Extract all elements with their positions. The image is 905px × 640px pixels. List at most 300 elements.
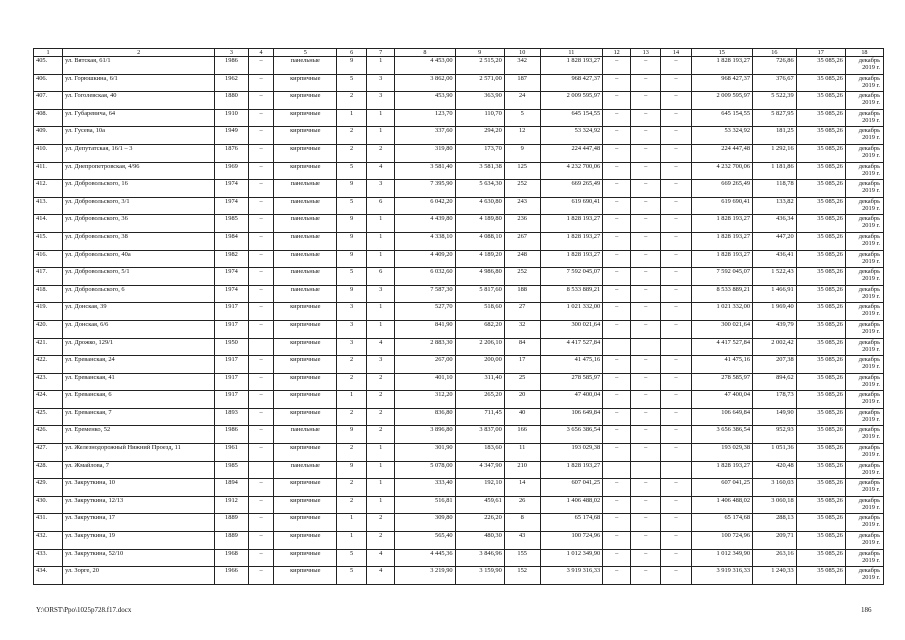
cell-residents: 248 (504, 250, 540, 268)
cell-cost-col-15: 1 828 193,27 (691, 215, 753, 233)
cell-col-13: – (631, 479, 661, 497)
cell-wall-material: кирпичные (274, 320, 337, 338)
cell-living-area: 711,45 (455, 408, 504, 426)
cell-floors: 9 (337, 180, 367, 198)
cell-col-17: 35 085,26 (796, 162, 845, 180)
cell-residents: 8 (504, 514, 540, 532)
cell-floors: 9 (337, 57, 367, 75)
cell-row-number: 412. (34, 180, 63, 198)
cell-total-area: 301,90 (395, 444, 455, 462)
cell-cost-total: 8 533 889,21 (540, 285, 603, 303)
cell-build-year: 1917 (215, 391, 249, 409)
cell-build-year: 1917 (215, 356, 249, 374)
cell-cost-per-sqm: 952,93 (753, 426, 797, 444)
header-cell-12: 12 (603, 49, 631, 57)
cell-col-17: 35 085,26 (796, 92, 845, 110)
header-cell-4: 4 (248, 49, 274, 57)
cell-floors: 9 (337, 250, 367, 268)
cell-total-area: 5 078,00 (395, 461, 455, 479)
cell-col-14: – (661, 92, 691, 110)
cell-living-area: 173,70 (455, 144, 504, 162)
cell-col-13: – (631, 197, 661, 215)
cell-wall-material: кирпичные (274, 514, 337, 532)
header-cell-2: 2 (63, 49, 215, 57)
table-row (34, 320, 884, 338)
cell-floors: 2 (337, 444, 367, 462)
cell-cost-col-15: 968 427,37 (691, 74, 753, 92)
cell-cost-col-15: 607 041,25 (691, 479, 753, 497)
cell-cost-col-15: 645 154,55 (691, 109, 753, 127)
cell-residents: 84 (504, 338, 540, 356)
cell-entrances: 1 (367, 215, 395, 233)
cell-row-number: 411. (34, 162, 63, 180)
cell-col-14: – (661, 268, 691, 286)
cell-entrances: 4 (367, 162, 395, 180)
cell-col-13: – (631, 74, 661, 92)
cell-residents: 24 (504, 92, 540, 110)
cell-build-year: 1969 (215, 162, 249, 180)
table-row (34, 338, 884, 356)
cell-entrances: 2 (367, 426, 395, 444)
cell-col-4: – (248, 109, 274, 127)
cell-living-area: 311,40 (455, 373, 504, 391)
cell-living-area: 480,30 (455, 532, 504, 550)
cell-completion-date: декабрь 2019 г. (845, 461, 883, 479)
cell-completion-date: декабрь 2019 г. (845, 408, 883, 426)
cell-col-14: – (661, 303, 691, 321)
cell-col-12: – (603, 514, 631, 532)
cell-total-area: 6 042,20 (395, 197, 455, 215)
cell-col-17: 35 085,26 (796, 549, 845, 567)
table-row (34, 496, 884, 514)
cell-col-12: – (603, 444, 631, 462)
cell-cost-per-sqm: 1 522,43 (753, 268, 797, 286)
cell-col-17: 35 085,26 (796, 391, 845, 409)
cell-residents: 188 (504, 285, 540, 303)
cell-completion-date: декабрь 2019 г. (845, 356, 883, 374)
cell-col-4: – (248, 92, 274, 110)
cell-wall-material: кирпичные (274, 408, 337, 426)
cell-cost-col-15: 1 406 488,02 (691, 496, 753, 514)
cell-col-14: – (661, 426, 691, 444)
cell-address: ул. Добровольского, 5/1 (63, 268, 215, 286)
cell-total-area: 123,70 (395, 109, 455, 127)
cell-build-year: 1974 (215, 268, 249, 286)
cell-wall-material: панельные (274, 250, 337, 268)
cell-cost-per-sqm: 2 002,42 (753, 338, 797, 356)
cell-address: ул. Еременко, 52 (63, 426, 215, 444)
cell-row-number: 424. (34, 391, 63, 409)
cell-col-13: – (631, 426, 661, 444)
cell-col-14: – (661, 162, 691, 180)
cell-col-12: – (603, 496, 631, 514)
cell-completion-date: декабрь 2019 г. (845, 57, 883, 75)
header-cell-14: 14 (661, 49, 691, 57)
cell-completion-date: декабрь 2019 г. (845, 426, 883, 444)
cell-living-area: 682,20 (455, 320, 504, 338)
cell-entrances: 2 (367, 144, 395, 162)
cell-address: ул. Ереванская, 41 (63, 373, 215, 391)
cell-total-area: 312,20 (395, 391, 455, 409)
cell-row-number: 428. (34, 461, 63, 479)
cell-entrances: 1 (367, 303, 395, 321)
cell-col-17: 35 085,26 (796, 461, 845, 479)
cell-floors: 9 (337, 232, 367, 250)
cell-col-4: – (248, 479, 274, 497)
cell-col-4: – (248, 74, 274, 92)
cell-completion-date: декабрь 2019 г. (845, 338, 883, 356)
cell-col-4: – (248, 144, 274, 162)
cell-col-13: – (631, 57, 661, 75)
cell-cost-col-15: 3 919 316,33 (691, 567, 753, 585)
cell-cost-total: 106 649,84 (540, 408, 603, 426)
cell-col-4: – (248, 496, 274, 514)
cell-total-area: 4 445,36 (395, 549, 455, 567)
cell-wall-material: панельные (274, 57, 337, 75)
cell-col-13: – (631, 496, 661, 514)
cell-col-4: – (248, 232, 274, 250)
cell-cost-total: 4 232 700,06 (540, 162, 603, 180)
cell-address: ул. Добровольского, 38 (63, 232, 215, 250)
cell-completion-date: декабрь 2019 г. (845, 303, 883, 321)
cell-cost-total: 1 828 193,27 (540, 215, 603, 233)
cell-row-number: 421. (34, 338, 63, 356)
cell-entrances: 6 (367, 268, 395, 286)
cell-address: ул. Железнодорожный Нижний Проезд, 11 (63, 444, 215, 462)
cell-floors: 5 (337, 162, 367, 180)
cell-residents: 43 (504, 532, 540, 550)
cell-col-14: – (661, 391, 691, 409)
cell-wall-material: панельные (274, 285, 337, 303)
cell-cost-per-sqm: 288,13 (753, 514, 797, 532)
cell-build-year: 1876 (215, 144, 249, 162)
cell-col-12: – (603, 250, 631, 268)
cell-cost-per-sqm: 1 181,86 (753, 162, 797, 180)
cell-col-4: – (248, 320, 274, 338)
cell-col-12: – (603, 373, 631, 391)
cell-residents: 342 (504, 57, 540, 75)
cell-cost-total: 645 154,55 (540, 109, 603, 127)
cell-build-year: 1974 (215, 285, 249, 303)
cell-col-17: 35 085,26 (796, 250, 845, 268)
cell-cost-total: 3 656 386,54 (540, 426, 603, 444)
cell-address: ул. Закруткина, 10 (63, 479, 215, 497)
page-number: 186 (861, 606, 872, 614)
cell-build-year: 1985 (215, 215, 249, 233)
cell-row-number: 414. (34, 215, 63, 233)
cell-entrances: 3 (367, 74, 395, 92)
cell-wall-material: кирпичные (274, 496, 337, 514)
cell-living-area: 363,90 (455, 92, 504, 110)
header-cell-8: 8 (395, 49, 455, 57)
cell-col-13 (631, 461, 661, 479)
cell-entrances: 4 (367, 549, 395, 567)
cell-entrances: 2 (367, 373, 395, 391)
cell-total-area: 527,70 (395, 303, 455, 321)
cell-col-12: – (603, 285, 631, 303)
cell-col-17: 35 085,26 (796, 479, 845, 497)
cell-living-area: 5 634,30 (455, 180, 504, 198)
cell-build-year: 1966 (215, 567, 249, 585)
cell-build-year: 1982 (215, 250, 249, 268)
cell-address: ул. Закруткина, 12/13 (63, 496, 215, 514)
table-row (34, 215, 884, 233)
cell-entrances: 1 (367, 496, 395, 514)
cell-row-number: 415. (34, 232, 63, 250)
cell-wall-material: кирпичные (274, 391, 337, 409)
cell-address: ул. Депутатская, 16/1 – 3 (63, 144, 215, 162)
cell-col-4: – (248, 549, 274, 567)
cell-col-12: – (603, 215, 631, 233)
cell-cost-col-15: 100 724,96 (691, 532, 753, 550)
cell-wall-material: кирпичные (274, 74, 337, 92)
cell-cost-total: 1 406 488,02 (540, 496, 603, 514)
cell-address: ул. Закруткина, 19 (63, 532, 215, 550)
cell-col-4 (248, 338, 274, 356)
cell-col-13: – (631, 391, 661, 409)
cell-build-year: 1893 (215, 408, 249, 426)
cell-total-area: 4 439,80 (395, 215, 455, 233)
cell-col-4: – (248, 532, 274, 550)
cell-total-area: 7 587,30 (395, 285, 455, 303)
cell-living-area: 4 630,80 (455, 197, 504, 215)
cell-cost-per-sqm: 5 827,95 (753, 109, 797, 127)
cell-cost-col-15: 3 656 386,54 (691, 426, 753, 444)
cell-cost-col-15: 224 447,48 (691, 144, 753, 162)
cell-col-12: – (603, 144, 631, 162)
cell-address: ул. Добровольского, 16 (63, 180, 215, 198)
table-row (34, 92, 884, 110)
cell-col-17: 35 085,26 (796, 532, 845, 550)
cell-floors: 2 (337, 92, 367, 110)
cell-completion-date: декабрь 2019 г. (845, 567, 883, 585)
cell-living-area: 4 347,90 (455, 461, 504, 479)
cell-wall-material: кирпичные (274, 356, 337, 374)
cell-cost-col-15: 1 828 193,27 (691, 461, 753, 479)
cell-total-area: 4 409,20 (395, 250, 455, 268)
cell-entrances: 2 (367, 391, 395, 409)
cell-entrances: 1 (367, 320, 395, 338)
cell-entrances: 1 (367, 232, 395, 250)
cell-col-12: – (603, 162, 631, 180)
cell-col-17: 35 085,26 (796, 268, 845, 286)
cell-cost-per-sqm: 1 292,16 (753, 144, 797, 162)
cell-col-13: – (631, 162, 661, 180)
cell-address: ул. Гусева, 10а (63, 127, 215, 145)
cell-col-17: 35 085,26 (796, 444, 845, 462)
cell-total-area: 3 581,40 (395, 162, 455, 180)
cell-col-13: – (631, 250, 661, 268)
cell-col-12: – (603, 426, 631, 444)
cell-row-number: 409. (34, 127, 63, 145)
cell-cost-total: 607 041,25 (540, 479, 603, 497)
cell-total-area: 309,80 (395, 514, 455, 532)
table-row (34, 74, 884, 92)
cell-entrances: 4 (367, 338, 395, 356)
cell-build-year: 1985 (215, 461, 249, 479)
cell-col-13: – (631, 144, 661, 162)
cell-cost-col-15: 53 324,92 (691, 127, 753, 145)
cell-build-year: 1984 (215, 232, 249, 250)
cell-col-14: – (661, 109, 691, 127)
cell-col-17: 35 085,26 (796, 197, 845, 215)
cell-cost-total: 1 012 349,90 (540, 549, 603, 567)
cell-col-17: 35 085,26 (796, 127, 845, 145)
cell-col-12: – (603, 479, 631, 497)
cell-entrances: 1 (367, 461, 395, 479)
cell-row-number: 419. (34, 303, 63, 321)
cell-cost-total: 224 447,48 (540, 144, 603, 162)
cell-residents: 155 (504, 549, 540, 567)
cell-col-14: – (661, 232, 691, 250)
cell-build-year: 1974 (215, 180, 249, 198)
cell-row-number: 423. (34, 373, 63, 391)
cell-col-17: 35 085,26 (796, 285, 845, 303)
cell-col-12 (603, 338, 631, 356)
cell-wall-material: кирпичные (274, 162, 337, 180)
housing-registry-table (33, 48, 884, 585)
cell-col-14: – (661, 215, 691, 233)
table-row (34, 162, 884, 180)
cell-cost-total: 47 400,04 (540, 391, 603, 409)
cell-col-13: – (631, 127, 661, 145)
cell-col-14: – (661, 74, 691, 92)
cell-col-12: – (603, 356, 631, 374)
table-row (34, 127, 884, 145)
cell-col-12: – (603, 549, 631, 567)
cell-floors: 1 (337, 391, 367, 409)
table-row (34, 180, 884, 198)
cell-entrances: 1 (367, 109, 395, 127)
cell-build-year: 1880 (215, 92, 249, 110)
cell-cost-per-sqm: 436,34 (753, 215, 797, 233)
cell-row-number: 425. (34, 408, 63, 426)
cell-total-area: 337,60 (395, 127, 455, 145)
cell-col-12: – (603, 180, 631, 198)
cell-wall-material: панельные (274, 461, 337, 479)
header-cell-1: 1 (34, 49, 63, 57)
cell-floors: 3 (337, 338, 367, 356)
cell-cost-total: 53 324,92 (540, 127, 603, 145)
cell-residents: 5 (504, 109, 540, 127)
cell-address: ул. Дрожко, 129/1 (63, 338, 215, 356)
cell-residents: 166 (504, 426, 540, 444)
cell-col-12: – (603, 408, 631, 426)
cell-cost-col-15: 1 828 193,27 (691, 250, 753, 268)
cell-wall-material: кирпичные (274, 444, 337, 462)
cell-entrances: 2 (367, 532, 395, 550)
cell-cost-col-15: 1 021 332,00 (691, 303, 753, 321)
cell-row-number: 433. (34, 549, 63, 567)
cell-cost-col-15: 8 533 889,21 (691, 285, 753, 303)
cell-total-area: 841,90 (395, 320, 455, 338)
cell-completion-date: декабрь 2019 г. (845, 180, 883, 198)
cell-living-area: 2 571,00 (455, 74, 504, 92)
cell-completion-date: декабрь 2019 г. (845, 92, 883, 110)
cell-cost-total: 193 029,38 (540, 444, 603, 462)
cell-row-number: 426. (34, 426, 63, 444)
cell-col-4: – (248, 162, 274, 180)
column-number-header (34, 49, 884, 57)
cell-col-4: – (248, 567, 274, 585)
cell-cost-total: 278 585,97 (540, 373, 603, 391)
cell-col-13: – (631, 109, 661, 127)
cell-wall-material: кирпичные (274, 127, 337, 145)
header-cell-3: 3 (215, 49, 249, 57)
cell-floors: 9 (337, 285, 367, 303)
cell-total-area: 4 338,10 (395, 232, 455, 250)
header-cell-15: 15 (691, 49, 753, 57)
cell-wall-material: кирпичные (274, 567, 337, 585)
header-cell-17: 17 (796, 49, 845, 57)
cell-cost-per-sqm: 149,90 (753, 408, 797, 426)
cell-living-area: 459,61 (455, 496, 504, 514)
cell-entrances: 6 (367, 197, 395, 215)
cell-col-17: 35 085,26 (796, 215, 845, 233)
table-row (34, 232, 884, 250)
cell-entrances: 4 (367, 567, 395, 585)
table-row (34, 567, 884, 585)
cell-col-13: – (631, 320, 661, 338)
cell-address: ул. Добровольского, 6 (63, 285, 215, 303)
cell-col-12: – (603, 320, 631, 338)
cell-wall-material: кирпичные (274, 109, 337, 127)
cell-col-14: – (661, 567, 691, 585)
cell-col-13 (631, 338, 661, 356)
cell-residents: 152 (504, 567, 540, 585)
cell-total-area: 565,40 (395, 532, 455, 550)
cell-floors: 5 (337, 567, 367, 585)
cell-floors: 9 (337, 426, 367, 444)
cell-col-4: – (248, 391, 274, 409)
cell-floors: 3 (337, 320, 367, 338)
cell-living-area: 4 986,80 (455, 268, 504, 286)
cell-living-area: 200,00 (455, 356, 504, 374)
cell-residents: 26 (504, 496, 540, 514)
cell-living-area: 3 159,90 (455, 567, 504, 585)
header-cell-11: 11 (540, 49, 603, 57)
cell-row-number: 431. (34, 514, 63, 532)
cell-col-14: – (661, 144, 691, 162)
cell-living-area: 2 206,10 (455, 338, 504, 356)
cell-floors: 2 (337, 496, 367, 514)
cell-entrances: 3 (367, 180, 395, 198)
cell-total-area: 2 883,30 (395, 338, 455, 356)
cell-cost-per-sqm: 207,38 (753, 356, 797, 374)
cell-col-12: – (603, 391, 631, 409)
cell-row-number: 429. (34, 479, 63, 497)
cell-total-area: 333,40 (395, 479, 455, 497)
cell-col-17: 35 085,26 (796, 144, 845, 162)
table-row (34, 391, 884, 409)
cell-row-number: 422. (34, 356, 63, 374)
cell-row-number: 427. (34, 444, 63, 462)
cell-living-area: 265,20 (455, 391, 504, 409)
cell-row-number: 410. (34, 144, 63, 162)
cell-total-area: 401,10 (395, 373, 455, 391)
header-cell-13: 13 (631, 49, 661, 57)
cell-wall-material: кирпичные (274, 479, 337, 497)
cell-build-year: 1974 (215, 197, 249, 215)
cell-cost-col-15: 1 828 193,27 (691, 57, 753, 75)
cell-total-area: 4 453,00 (395, 57, 455, 75)
cell-cost-total: 65 174,68 (540, 514, 603, 532)
cell-residents: 252 (504, 268, 540, 286)
cell-col-14: – (661, 514, 691, 532)
document-file-path: Y:\ORST\Ppo\1025p728.f17.docx (36, 606, 132, 614)
table-row (34, 197, 884, 215)
cell-entrances: 2 (367, 408, 395, 426)
